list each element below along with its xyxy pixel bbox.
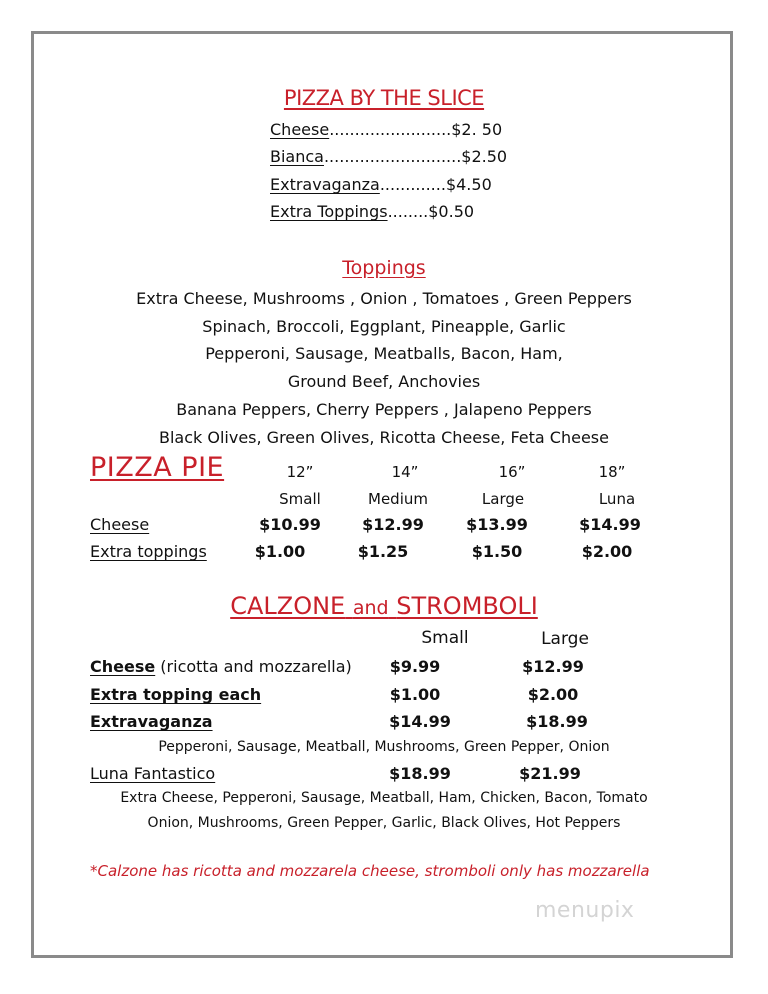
toppings-line: Spinach, Broccoli, Eggplant, Pineapple, Garlic	[202, 317, 566, 336]
slice-item	[270, 202, 474, 221]
pie-price: $1.50	[471, 542, 523, 561]
toppings-line: Black Olives, Green Olives, Ricotta Cheese, Feta Cheese	[159, 428, 609, 447]
slice-item-label: Cheese	[270, 120, 330, 139]
pie-size-inches: 12”	[286, 463, 314, 481]
calzone-title-b: STROMBOLI	[396, 592, 538, 620]
toppings-line: Ground Beef, Anchovies	[287, 372, 481, 391]
calzone-item	[90, 712, 213, 731]
toppings-title: Toppings	[342, 257, 426, 279]
calzone-title-and: and	[352, 597, 389, 619]
toppings-line: Extra Cheese, Mushrooms , Onion , Tomatoes , Green Peppers	[136, 289, 632, 308]
slice-item-label: Extravaganza	[270, 175, 380, 194]
pie-section-title: PIZZA PIE	[90, 452, 225, 483]
pie-price: $12.99	[362, 515, 424, 534]
slice-item-dots: ........	[387, 202, 429, 221]
calzone-section-title	[0, 592, 768, 620]
extravaganza-description: Pepperoni, Sausage, Meatball, Mushrooms, Green Pepper, Onion	[158, 739, 610, 755]
luna-description-line: Onion, Mushrooms, Green Pepper, Garlic, Black Olives, Hot Peppers	[147, 815, 621, 831]
slice-item	[270, 120, 502, 139]
slice-item-dots: ........................	[329, 120, 452, 139]
calzone-item-label: Extra topping each	[90, 685, 262, 704]
calzone-price: $18.99	[389, 764, 451, 783]
calzone-title-a: CALZONE	[230, 592, 346, 620]
slice-item-price: $0.50	[428, 202, 475, 221]
slice-item-label: Bianca	[270, 147, 324, 166]
calzone-price: $1.00	[389, 685, 441, 704]
slice-item-dots: .............	[379, 175, 446, 194]
calzone-item-label: Luna Fantastico	[90, 764, 216, 783]
calzone-item	[90, 657, 352, 676]
pie-size-name: Small	[279, 490, 321, 508]
calzone-item	[90, 685, 261, 704]
toppings-line: Banana Peppers, Cherry Peppers , Jalapeno Peppers	[176, 400, 592, 419]
calzone-size-large: Large	[541, 629, 589, 649]
calzone-price: $12.99	[522, 657, 584, 676]
slice-section-title: PIZZA BY THE SLICE	[283, 86, 485, 110]
calzone-price: $9.99	[389, 657, 441, 676]
calzone-item-label: Extravaganza	[90, 712, 213, 731]
pie-size-inches: 18”	[598, 463, 626, 481]
slice-item-dots: ...........................	[323, 147, 462, 166]
pie-price: $13.99	[466, 515, 528, 534]
slice-item-price: $2.50	[461, 147, 508, 166]
pie-row-label-extra: Extra toppings	[90, 542, 207, 561]
slice-item-price: $4.50	[445, 175, 492, 194]
pie-size-inches: 14”	[391, 463, 419, 481]
pie-price: $2.00	[581, 542, 633, 561]
luna-description-line: Extra Cheese, Pepperoni, Sausage, Meatball, Ham, Chicken, Bacon, Tomato	[120, 790, 648, 806]
pie-price: $1.25	[357, 542, 409, 561]
calzone-item	[90, 764, 215, 783]
calzone-price: $2.00	[527, 685, 579, 704]
pie-size-name: Luna	[598, 490, 636, 508]
slice-item-price: $2. 50	[451, 120, 503, 139]
pie-size-name: Medium	[368, 490, 428, 508]
calzone-price: $14.99	[389, 712, 451, 731]
pie-price: $14.99	[579, 515, 641, 534]
pie-price: $10.99	[259, 515, 321, 534]
slice-item	[270, 147, 507, 166]
pie-size-name: Large	[481, 490, 525, 508]
slice-item-label: Extra Toppings	[270, 202, 388, 221]
calzone-price: $21.99	[519, 764, 581, 783]
slice-item	[270, 175, 492, 194]
calzone-item-label: Cheese	[90, 657, 156, 676]
calzone-price: $18.99	[526, 712, 588, 731]
pie-price: $1.00	[254, 542, 306, 561]
toppings-line: Pepperoni, Sausage, Meatballs, Bacon, Ham,	[205, 344, 563, 363]
pie-row-label-cheese: Cheese	[90, 515, 150, 534]
watermark: menupix	[535, 898, 635, 923]
pie-size-inches: 16”	[498, 463, 526, 481]
calzone-note: *Calzone has ricotta and mozzarela cheese, stromboli only has mozzarella	[90, 862, 650, 880]
calzone-item-suffix: (ricotta and mozzarella)	[155, 657, 352, 676]
calzone-size-small: Small	[421, 628, 469, 648]
